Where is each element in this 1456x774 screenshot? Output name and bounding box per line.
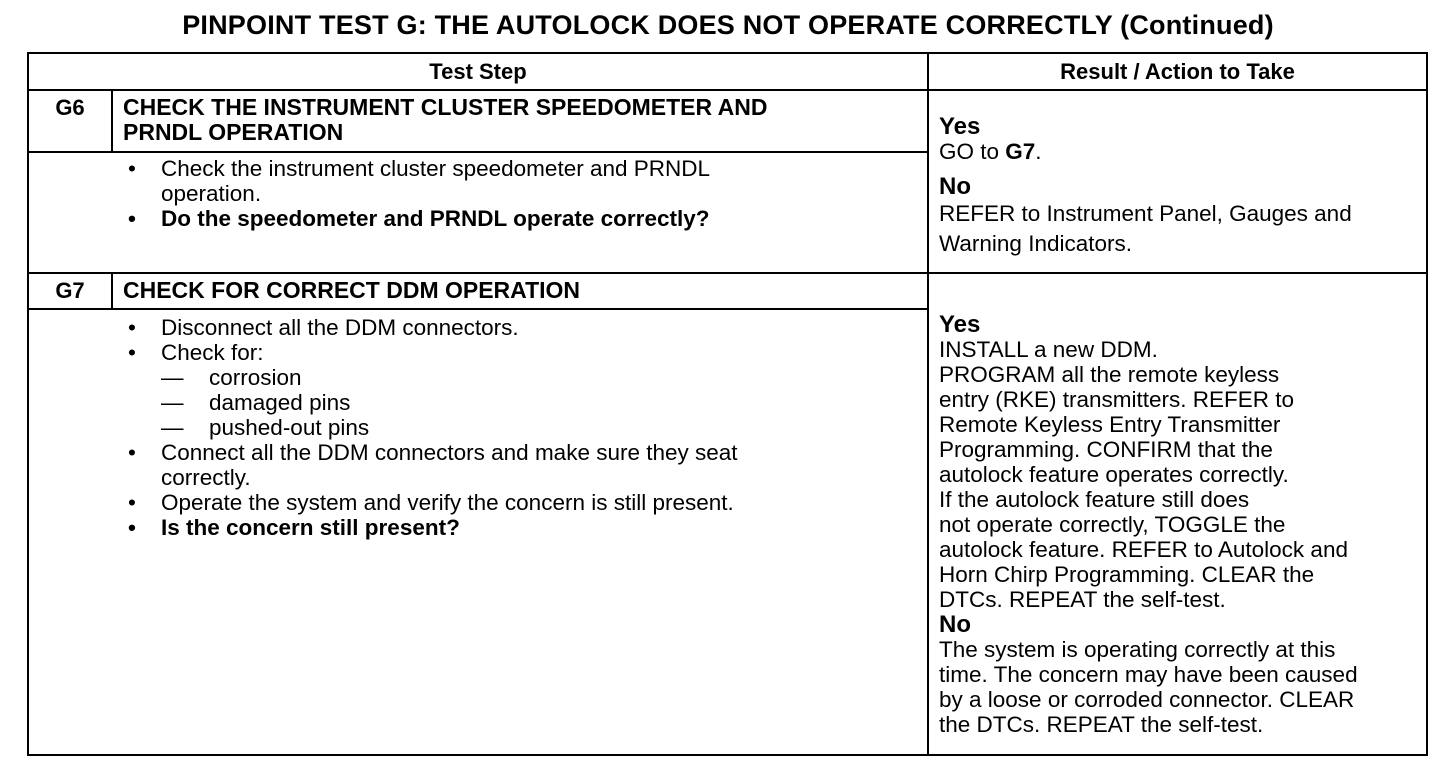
divider-id-col-g6: [111, 89, 113, 151]
g6-bullet1-line2: operation.: [161, 181, 262, 206]
g6-no-line1: REFER to Instrument Panel, Gauges and: [939, 201, 1352, 226]
g6-yes-action: [939, 139, 1424, 164]
g7-no-line-3: the DTCs. REPEAT the self-test.: [939, 712, 1264, 737]
g6-bullet2-question: Do the speedometer and PRNDL operate correctly?: [161, 206, 710, 231]
bullet-glyph: •: [128, 156, 136, 181]
g7-sub3: pushed-out pins: [209, 415, 370, 440]
g6-bullet1-line1: Check the instrument cluster speedometer and PRNDL: [161, 156, 711, 181]
bullet-glyph: •: [128, 340, 136, 365]
list-item: [128, 156, 921, 206]
pinpoint-test-table: [27, 52, 1428, 756]
step-title-g6-line1: CHECK THE INSTRUMENT CLUSTER SPEEDOMETER AND: [123, 94, 768, 120]
g7-yes-line-8: autolock feature. REFER to Autolock and: [939, 537, 1348, 562]
step-id-g7: G7: [55, 278, 85, 303]
g7-sub2: damaged pins: [209, 390, 351, 415]
g7-no-label: No: [939, 611, 971, 638]
g7-yes-line-4: Programming. CONFIRM that the: [939, 437, 1273, 462]
header-result-action: Result / Action to Take: [1060, 59, 1295, 84]
g7-yes-line-2: entry (RKE) transmitters. REFER to: [939, 387, 1295, 412]
g7-no-line-1: time. The concern may have been caused: [939, 662, 1358, 687]
g7-yes-line-3: Remote Keyless Entry Transmitter: [939, 412, 1281, 437]
page-title: PINPOINT TEST G: THE AUTOLOCK DOES NOT OPERATE CORRECTLY (Continued): [182, 10, 1274, 40]
step-title-g7: CHECK FOR CORRECT DDM OPERATION: [123, 277, 581, 303]
bullet-glyph: •: [128, 490, 136, 515]
g6-yes-target: G7: [1005, 139, 1036, 164]
g7-bullet5-question: Is the concern still present?: [161, 515, 460, 540]
g7-yes-line-6: If the autolock feature still does: [939, 487, 1250, 512]
list-item: [128, 340, 921, 365]
g6-no-line2: Warning Indicators.: [939, 231, 1132, 256]
list-item: [128, 440, 921, 490]
sub-list-item: [161, 365, 921, 390]
result-g7: [939, 312, 1424, 737]
step-title-g6: [123, 95, 767, 145]
list-item: [128, 206, 921, 231]
g7-yes-line-1: PROGRAM all the remote keyless: [939, 362, 1280, 387]
step-g7-instructions: [128, 315, 921, 540]
g7-bullet2: Check for:: [161, 340, 264, 365]
divider-g6-g7: [29, 272, 1426, 274]
g7-no-line-0: The system is operating correctly at this: [939, 637, 1336, 662]
g7-yes-line-9: Horn Chirp Programming. CLEAR the: [939, 562, 1315, 587]
bullet-glyph: •: [128, 206, 136, 231]
step-g6-instructions: [128, 156, 921, 231]
dash-glyph: —: [161, 415, 184, 440]
g7-bullet3-line2: correctly.: [161, 465, 251, 490]
g7-yes-line-7: not operate correctly, TOGGLE the: [939, 512, 1286, 537]
dash-glyph: —: [161, 365, 184, 390]
step-title-g6-line2: PRNDL OPERATION: [123, 119, 344, 145]
divider-g7-title: [29, 308, 927, 310]
dash-glyph: —: [161, 390, 184, 415]
result-g6: [939, 114, 1424, 259]
g7-bullet4: Operate the system and verify the concern is still present.: [161, 490, 734, 515]
list-item: [128, 490, 921, 515]
bullet-glyph: •: [128, 515, 136, 540]
sub-list-item: [161, 390, 921, 415]
step-id-g6: G6: [55, 95, 85, 120]
g6-yes-text: GO to: [939, 139, 1006, 164]
g7-yes-line-10: DTCs. REPEAT the self-test.: [939, 587, 1226, 612]
g7-sub1: corrosion: [209, 365, 302, 390]
header-test-step: Test Step: [429, 59, 527, 84]
bullet-glyph: •: [128, 440, 136, 465]
g7-bullet1: Disconnect all the DDM connectors.: [161, 315, 519, 340]
g6-no-label: No: [939, 173, 971, 200]
divider-id-col-g7: [111, 272, 113, 309]
g7-yes-label: Yes: [939, 311, 981, 338]
list-item: [128, 515, 921, 540]
g7-bullet3-line1: Connect all the DDM connectors and make sure they seat: [161, 440, 738, 465]
g7-yes-line-5: autolock feature operates correctly.: [939, 462, 1289, 487]
divider-header: [29, 89, 1426, 91]
bullet-glyph: •: [128, 315, 136, 340]
list-item: [128, 315, 921, 340]
g7-yes-line-0: INSTALL a new DDM.: [939, 337, 1158, 362]
g7-no-line-2: by a loose or corroded connector. CLEAR: [939, 687, 1355, 712]
g6-yes-label: Yes: [939, 113, 981, 140]
divider-column: [927, 54, 929, 754]
g6-yes-period: .: [1035, 139, 1042, 164]
divider-g6-title: [29, 151, 927, 153]
sub-list-item: [161, 415, 921, 440]
